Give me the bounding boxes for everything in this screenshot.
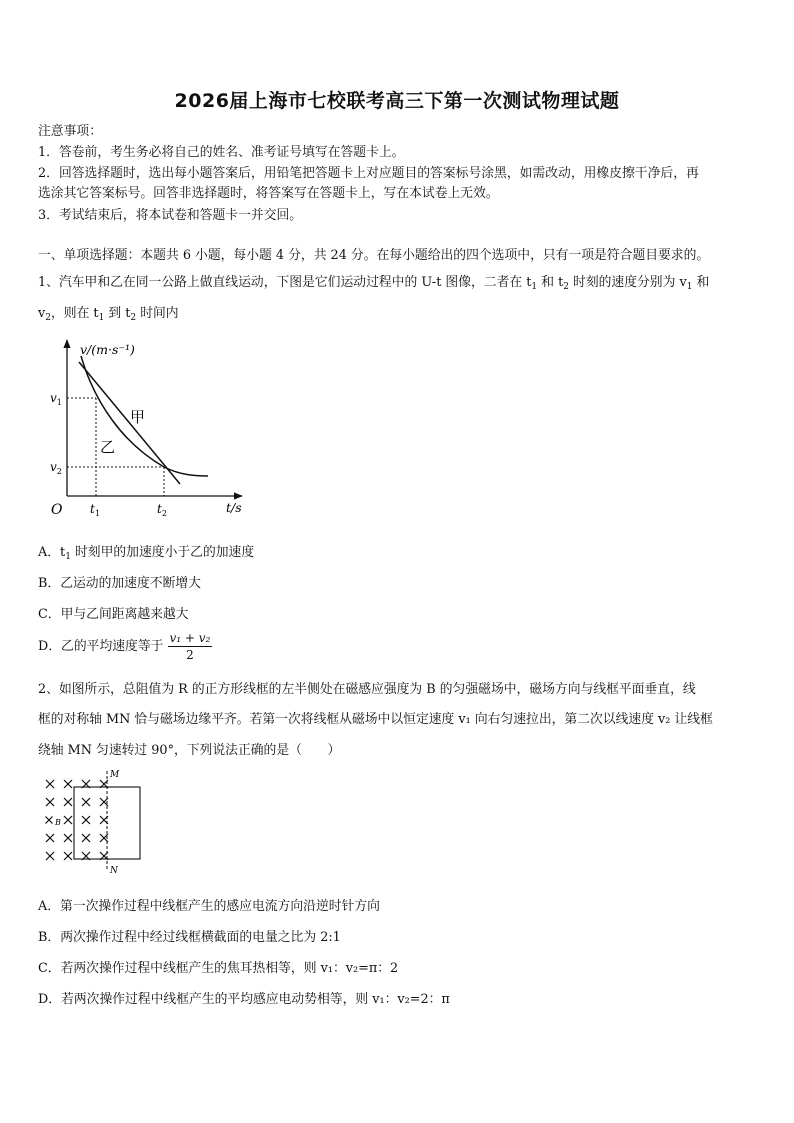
q1-option-a[interactable]	[38, 541, 254, 560]
q1-stem-part-d: 和	[692, 275, 710, 290]
q1-option-d-text: D．乙的平均速度等于	[38, 639, 164, 654]
label-b: B	[55, 818, 61, 827]
q1-stem-part-f: ，则在 t	[50, 306, 99, 321]
q2-option-d[interactable]: D．若两次操作过程中线框产生的平均感应电动势相等，则 v₁：v₂=2：π	[38, 992, 450, 1007]
q1-option-c[interactable]: C．甲与乙间距离越来越大	[38, 607, 189, 622]
q1-sub-2: 2	[563, 282, 569, 292]
q1-option-a-sub: 1	[65, 552, 71, 562]
q1-vt-graph	[40, 334, 260, 522]
q1-stem-part-h: 时间内	[136, 306, 179, 321]
field-cross-icon	[46, 798, 54, 806]
field-cross-icon	[46, 834, 54, 842]
fraction-numerator: v₁ + v₂	[169, 631, 211, 645]
section-1-heading: 一、单项选择题：本题共 6 小题，每小题 4 分，共 24 分。在每小题给出的四个选项中，只有一项是符合题目要求的。	[38, 248, 710, 263]
v1-label: $v_1$	[50, 391, 62, 407]
q1-option-a-text: 时刻甲的加速度小于乙的加速度	[70, 545, 255, 560]
q1-option-b[interactable]: B．乙运动的加速度不断增大	[38, 576, 201, 591]
y-axis-label: v/(m·s⁻¹)	[80, 342, 135, 357]
q2-stem-line-3: 绕轴 MN 匀速转过 90°，下列说法正确的是（ ）	[38, 743, 341, 758]
q2-option-c[interactable]: C．若两次操作过程中线框产生的焦耳热相等，则 v₁：v₂=π：2	[38, 961, 399, 976]
notice-item-2-line-2: 选涂其它答案标号。回答非选择题时，将答案写在答题卡上，写在本试卷上无效。	[38, 186, 499, 201]
notice-item-3: 3．考试结束后，将本试卷和答题卡一并交回。	[38, 208, 303, 223]
notice-item-1: 1．答卷前，考生务必将自己的姓名、准考证号填写在答题卡上。	[38, 145, 405, 160]
q2-option-a[interactable]: A．第一次操作过程中线框产生的感应电流方向沿逆时针方向	[38, 899, 380, 914]
q1-stem-part-a: 1、汽车甲和乙在同一公路上做直线运动，下图是它们运动过程中的 U-t 图像，二者在 t	[38, 275, 532, 290]
q1-sub-1b: 1	[686, 282, 693, 292]
q1-sub-2b: 2	[45, 313, 51, 323]
field-cross-icon	[82, 834, 90, 842]
field-cross-icon	[64, 834, 72, 842]
v2-label: $v_2$	[50, 460, 62, 476]
q1-sub-1: 1	[531, 282, 538, 292]
q1-stem-line-2	[38, 302, 179, 321]
q1-option-d[interactable]	[38, 632, 212, 661]
label-m: M	[110, 770, 120, 780]
field-cross-icon	[64, 798, 72, 806]
field-cross-icon	[46, 780, 54, 788]
label-n: N	[110, 866, 118, 876]
curve-jia-label: 甲	[130, 408, 146, 426]
t1-label: $t_1$	[90, 502, 100, 518]
q1-stem-part-e: v	[38, 306, 46, 321]
field-cross-icon	[46, 852, 54, 860]
notice-heading: 注意事项：	[38, 124, 102, 139]
q2-field-figure	[40, 765, 150, 877]
field-cross-icon	[82, 798, 90, 806]
field-cross-icon	[64, 816, 72, 824]
q1-stem-part-g: 到 t	[104, 306, 131, 321]
notice-item-2-line-1: 2．回答选择题时，选出每小题答案后，用铅笔把答题卡上对应题目的答案标号涂黑，如需改动，用橡皮擦干净后，再	[38, 166, 699, 181]
field-cross-icon	[64, 780, 72, 788]
field-cross-icon	[64, 852, 72, 860]
origin-label: O	[51, 502, 63, 518]
q1-stem-line-1	[38, 271, 709, 290]
q1-stem-part-b: 和 t	[537, 275, 564, 290]
q2-option-b[interactable]: B．两次操作过程中经过线框横截面的电量之比为 2:1	[38, 930, 341, 945]
q2-stem-line-1: 2、如图所示，总阻值为 R 的正方形线框的左半侧处在磁感应强度为 B 的匀强磁场中，磁场方向与线框平面垂直，线	[38, 682, 696, 697]
q2-stem-line-2: 框的对称轴 MN 恰与磁场边缘平齐。若第一次将线框从磁场中以恒定速度 v₁ 向右匀速拉出，第二次以线速度 v₂ 让线框	[38, 712, 713, 727]
q1-sub-1c: 1	[98, 313, 105, 323]
field-cross-icon	[82, 816, 90, 824]
t2-label: $t_2$	[157, 502, 167, 518]
q1-option-a-prefix: A．t	[38, 545, 66, 560]
x-axis-label: t/s	[226, 500, 242, 515]
fraction-denominator: 2	[186, 648, 194, 662]
curve-yi-label: 乙	[100, 438, 116, 456]
q1-sub-2c: 2	[130, 313, 137, 323]
page-title: 2026届上海市七校联考高三下第一次测试物理试题	[174, 90, 620, 112]
q1-stem-part-c: 时刻的速度分别为 v	[568, 275, 687, 290]
q1-option-d-fraction	[168, 632, 213, 661]
field-cross-icon	[46, 817, 53, 824]
